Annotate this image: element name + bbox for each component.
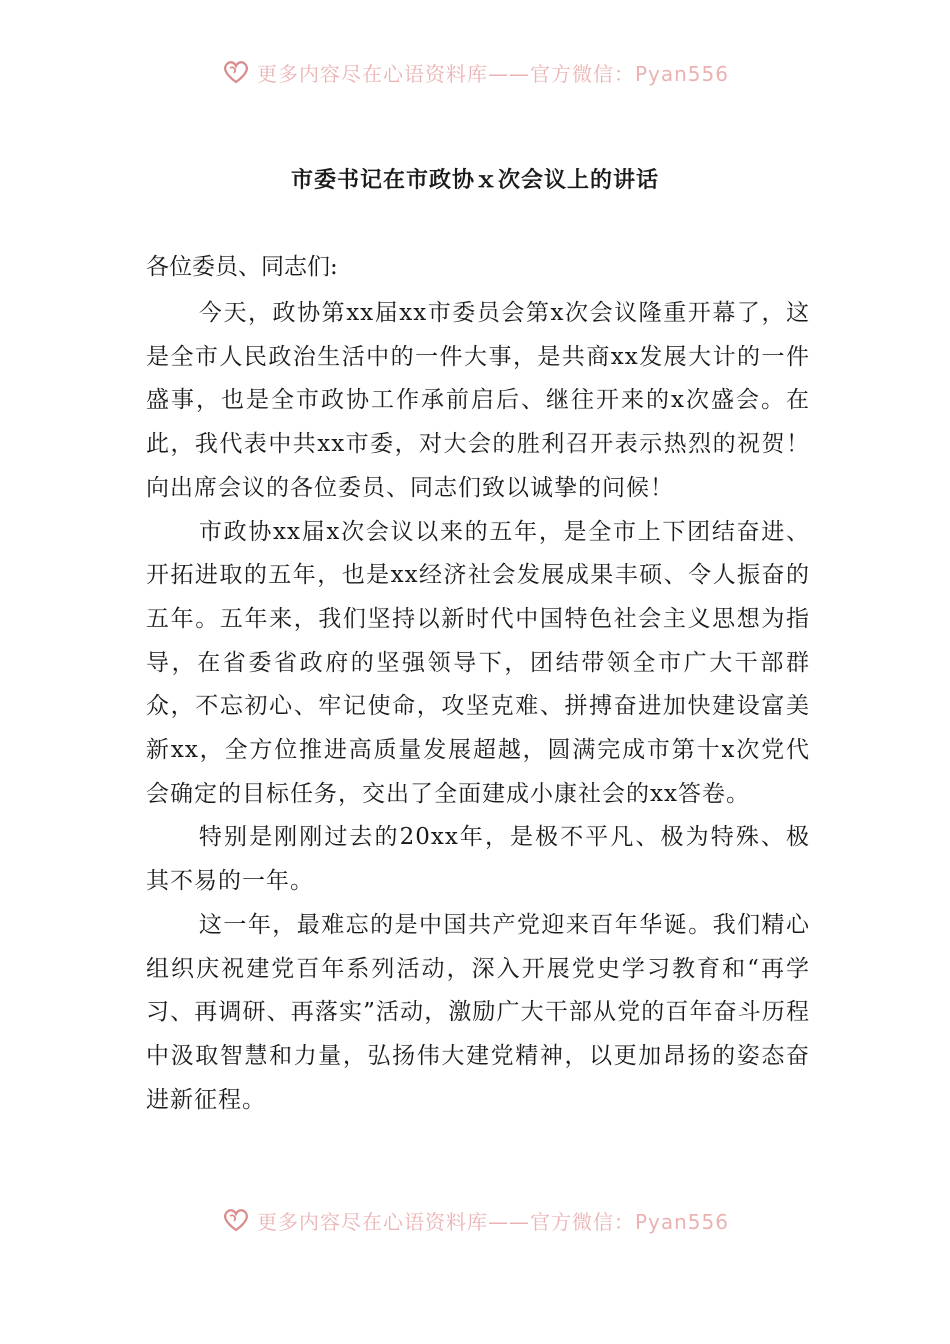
watermark-text: 更多内容尽在心语资料库——官方微信：Pyan556 bbox=[256, 1209, 729, 1234]
document-body bbox=[146, 292, 810, 1122]
document-title: 市委书记在市政协ｘ次会议上的讲话 bbox=[290, 167, 659, 193]
paragraph-past-year: 特别是刚刚过去的20xx年，是极不平凡、极为特殊、极其不易的一年。 bbox=[146, 824, 810, 895]
salutation: 各位委员、同志们: bbox=[146, 254, 338, 280]
paragraph-five-years: 市政协xx届x次会议以来的五年，是全市上下团结奋进、开拓进取的五年，也是xx经济社会发展成果丰硕、令人振奋的五年。五年来，我们坚持以新时代中国特色社会主义思想为指导，在省委省政府的坚强领导下，团结带领全市广大干部群众，不忘初心、牢记使命，攻坚克难、拼搏奋进加快建设富美新xx，全方位推进高质量发展超越，圆满完成市第十x次党代会确定的目标任务，交出了全面建成小康社会的xx答卷。 bbox=[146, 518, 810, 807]
paragraph-opening: 今天，政协第xx届xx市委员会第x次会议隆重开幕了，这是全市人民政治生活中的一件大事，是共商xx发展大计的一件盛事，也是全市政协工作承前启后、继往开来的x次盛会。在此，我代表中共xx市委，对大会的胜利召开表示热烈的祝贺！向出席会议的各位委员、同志们致以诚挚的问候！ bbox=[146, 300, 810, 501]
paragraph-centenary: 这一年，最难忘的是中国共产党迎来百年华诞。我们精心组织庆祝建党百年系列活动，深入开展党史学习教育和“再学习、再调研、再落实”活动，激励广大干部从党的百年奋斗历程中汲取智慧和力量，弘扬伟大建党精神，以更加昂扬的姿态奋进新征程。 bbox=[146, 911, 810, 1113]
heart-swirl-logo-icon bbox=[221, 1207, 251, 1233]
watermark-header bbox=[0, 52, 950, 92]
watermark-footer bbox=[0, 1200, 950, 1240]
watermark-text: 更多内容尽在心语资料库——官方微信：Pyan556 bbox=[256, 61, 729, 86]
heart-swirl-logo-icon bbox=[221, 59, 251, 85]
